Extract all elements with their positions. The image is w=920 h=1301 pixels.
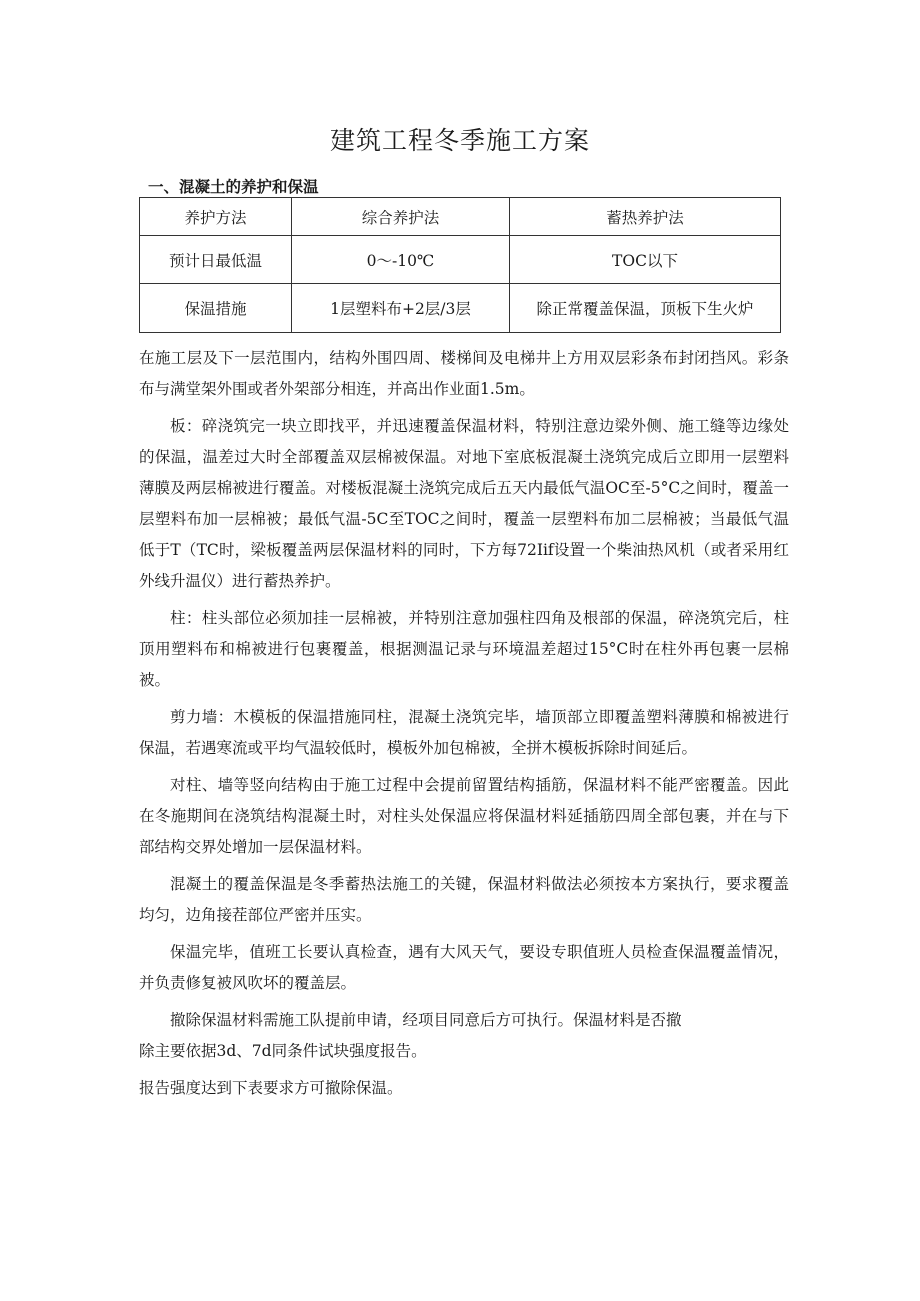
table-header-cell: 养护方法 (140, 198, 292, 236)
document-body (139, 343, 789, 1110)
paragraph-removal: 撤除保温材料需施工队提前申请，经项目同意后方可执行。保温材料是否撤 (170, 1011, 682, 1029)
table-header-cell: 综合养护法 (292, 198, 510, 236)
curing-methods-table (139, 197, 781, 333)
paragraph-removal-basis: 除主要依据3d、7d同条件试块强度报告。 (139, 1042, 427, 1060)
table-cell: 0～-10℃ (292, 236, 510, 284)
table-cell: 1层塑料布+2层/3层 (292, 284, 510, 333)
table-header-row (140, 198, 781, 236)
section-heading-concrete-curing: 一、混凝土的养护和保温 (148, 178, 319, 196)
paragraph-shear-wall: 剪力墙：木模板的保温措施同柱，混凝土浇筑完毕，墙顶部立即覆盖塑料薄膜和棉被进行保温，若遇寒流或平均气温较低时，模板外加包棉被，全拼木模板拆除时间延后。 (139, 708, 789, 757)
table-row (140, 236, 781, 284)
table-header-cell: 蓄热养护法 (510, 198, 781, 236)
paragraph-slab: 板：碎浇筑完一块立即找平，并迅速覆盖保温材料，特别注意边梁外侧、施工缝等边缘处的保温，温差过大时全部覆盖双层棉被保温。对地下室底板混凝土浇筑完成后立即用一层塑料薄膜及两层棉被进行覆盖。对楼板混凝土浇筑完成后五天内最低气温OC至-5°C之间时，覆盖一层塑料布加一层棉被；最低气温-5C至TOC之间时，覆盖一层塑料布加二层棉被；当最低气温低于T（TC时，梁板覆盖两层保温材料的同时，下方每72Iif设置一个柴油热风机（或者采用红外线升温仪）进行蓄热养护。 (139, 417, 789, 590)
table-cell: 除正常覆盖保温，顶板下生火炉 (510, 284, 781, 333)
paragraph-inspection: 保温完毕，值班工长要认真检查，遇有大风天气，要设专职值班人员检查保温覆盖情况，并负责修复被风吹坏的覆盖层。 (139, 943, 789, 992)
table-cell: 预计日最低温 (140, 236, 292, 284)
paragraph-vertical-structure: 对柱、墙等竖向结构由于施工过程中会提前留置结构插筋，保温材料不能严密覆盖。因此在冬施期间在浇筑结构混凝土时，对柱头处保温应将保温材料延插筋四周全部包裹，并在与下部结构交界处增加一层保温材料。 (139, 776, 789, 856)
table-cell: TOC以下 (510, 236, 781, 284)
paragraph-covering: 混凝土的覆盖保温是冬季蓄热法施工的关键，保温材料做法必须按本方案执行，要求覆盖均匀，边角接茬部位严密并压实。 (139, 875, 789, 924)
document-title: 建筑工程冬季施工方案 (329, 126, 590, 155)
table-row (140, 284, 781, 333)
paragraph-removal-requirement: 报告强度达到下表要求方可撤除保温。 (139, 1079, 403, 1097)
table-cell: 保温措施 (140, 284, 292, 333)
paragraph-windbreak: 在施工层及下一层范围内，结构外围四周、楼梯间及电梯井上方用双层彩条布封闭挡风。彩条布与满堂架外围或者外架部分相连，并高出作业面1.5m。 (139, 349, 789, 398)
paragraph-column: 柱：柱头部位必须加挂一层棉被，并特别注意加强柱四角及根部的保温，碎浇筑完后，柱顶用塑料布和棉被进行包裹覆盖，根据测温记录与环境温差超过15°C时在柱外再包裹一层棉被。 (139, 609, 789, 689)
